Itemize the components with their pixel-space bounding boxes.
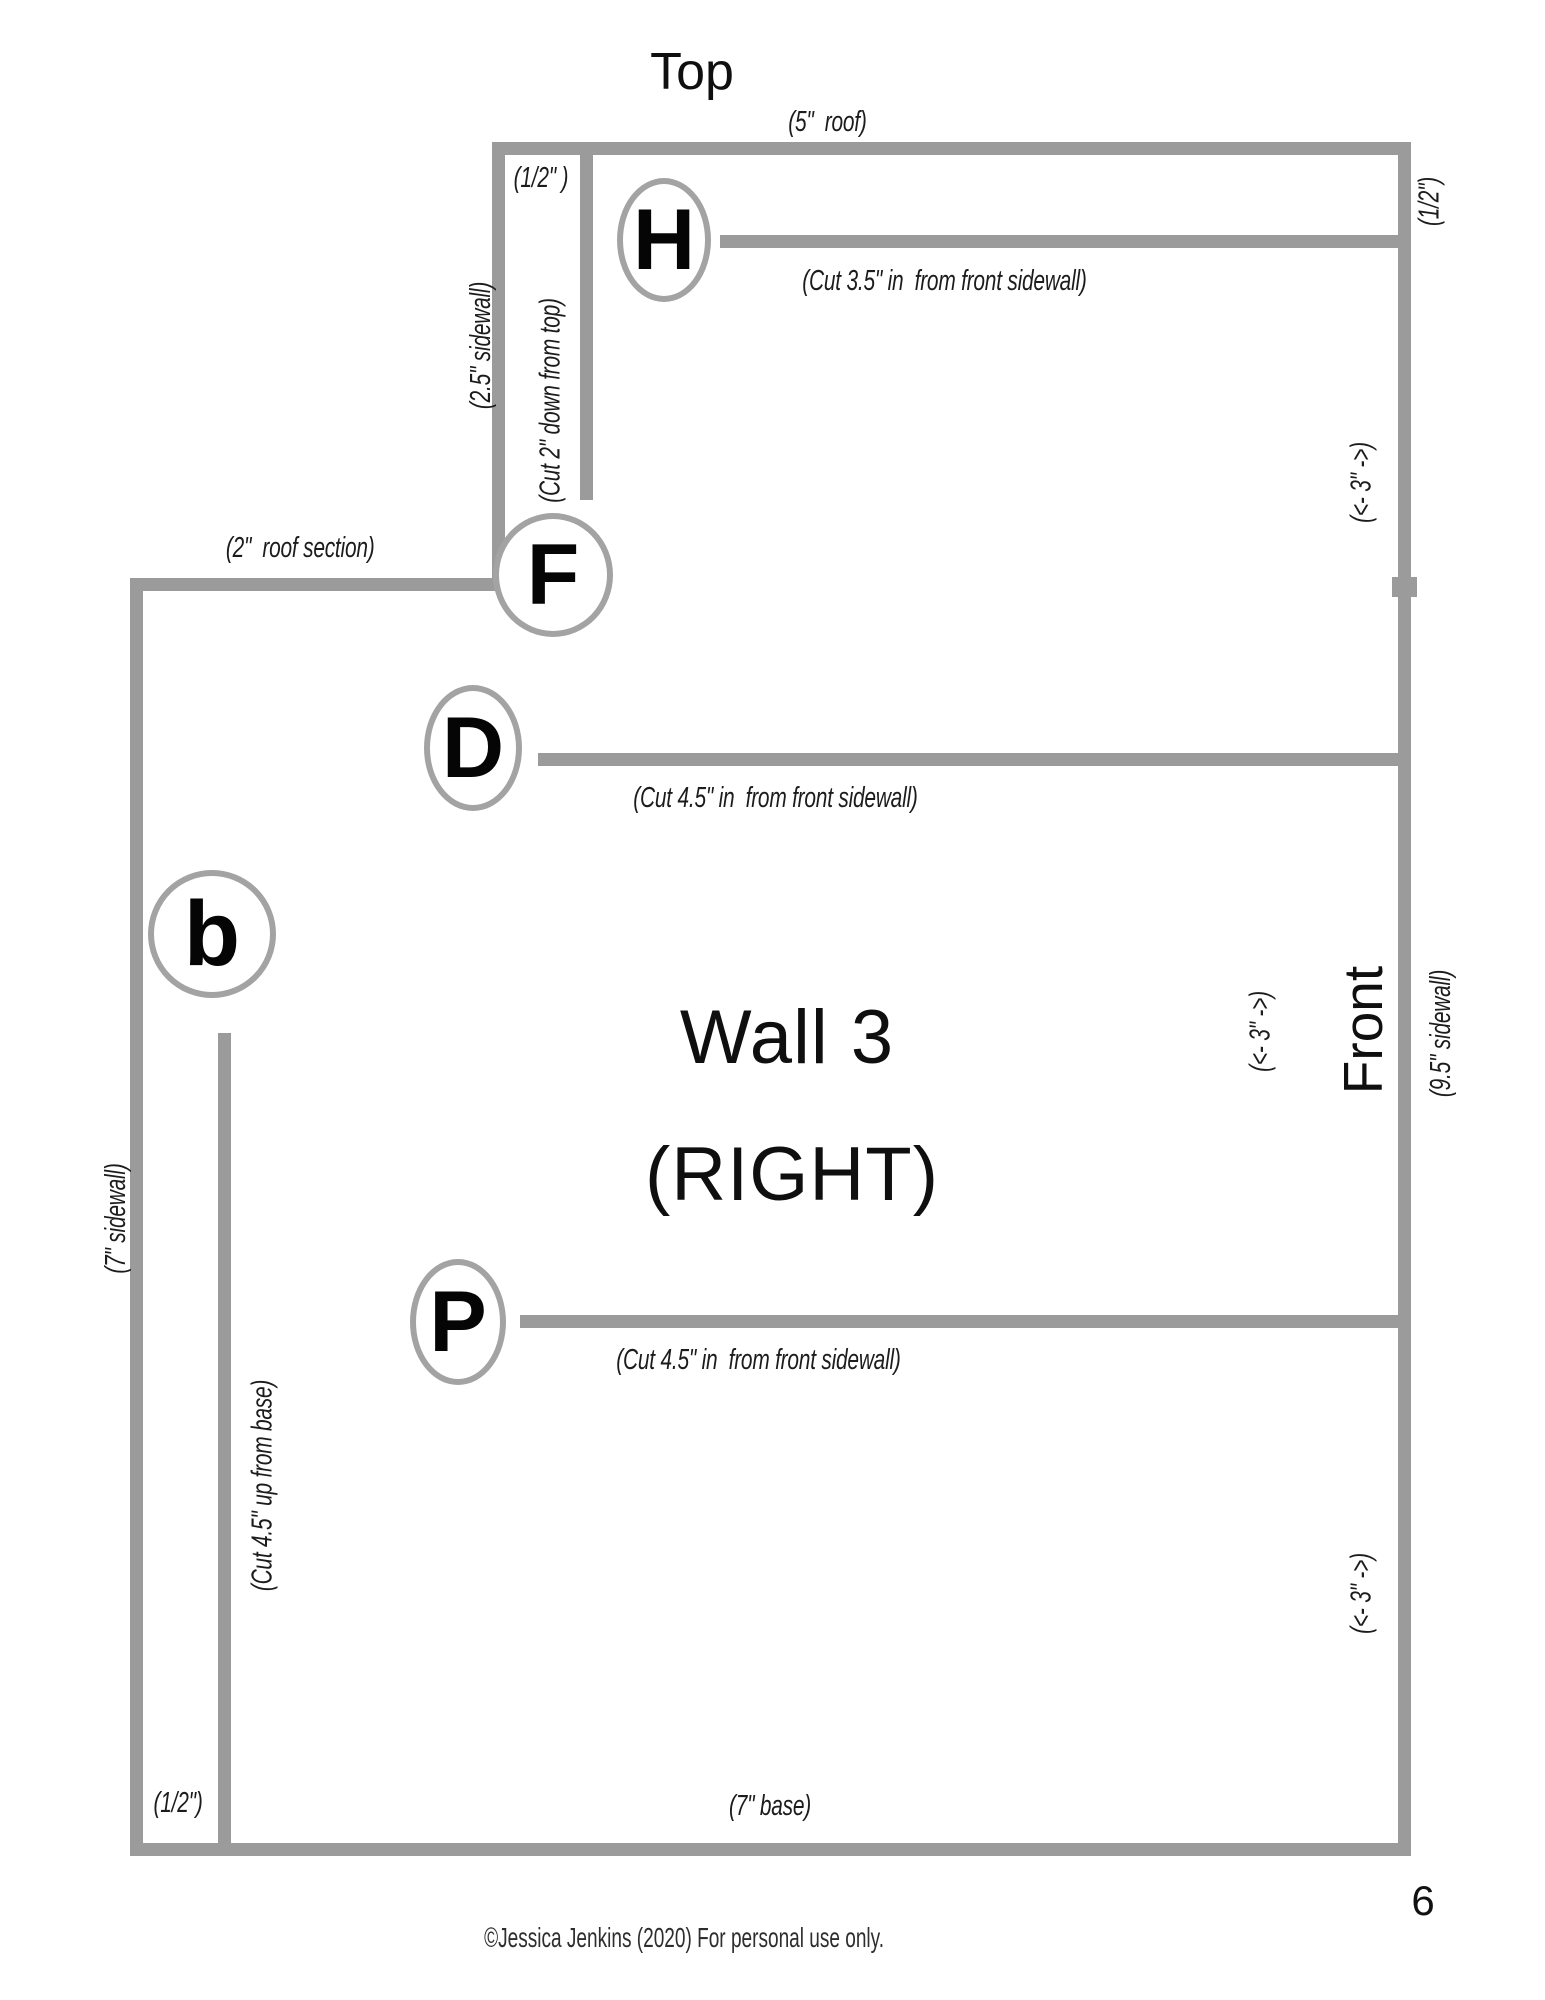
top-edge-line [492,142,1411,155]
marker-circle-f [493,513,613,637]
d-cut-line [538,753,1398,766]
cut-half-inch-line [580,152,593,500]
marker-circle-d [424,685,522,811]
marker-letter-d: D [441,700,505,796]
marker-letter-f: F [526,527,580,623]
marker-letter-b: b [183,883,241,985]
right-edge-line [1398,142,1411,1856]
marker-circle-p [410,1259,506,1385]
marker-circle-b [148,870,276,998]
marker-letter-h: H [632,192,696,288]
pattern-page-wall3-right: H F D b P Top Wall 3 (RIGHT) Front (5" roof) (1/2" ) (Cut 3.5" in from front sidewall) (2" roof section) (Cut 4.5" in from front sidewall) (Cut 4.5" in from front sidewall) (1/2") (7" base) (2.5" sidewall) (Cut 2" down from top) (1/2") (<- 3" ->) (<- 3" ->) (9.5" sidewall) (7" sidewall) (Cut 4.5" up from base) (<- 3" ->) 6 ©Jessica Jenkins (2020) For personal use only. [0,0,1545,2000]
b-cut-line [218,1033,231,1843]
h-cut-line [720,235,1411,248]
marker-circle-h [617,178,711,302]
right-edge-notch [1392,577,1417,597]
marker-letter-p: P [429,1274,487,1370]
p-cut-line [520,1315,1398,1328]
roof-section-edge-line [130,578,506,591]
bottom-edge-line [130,1843,1411,1856]
